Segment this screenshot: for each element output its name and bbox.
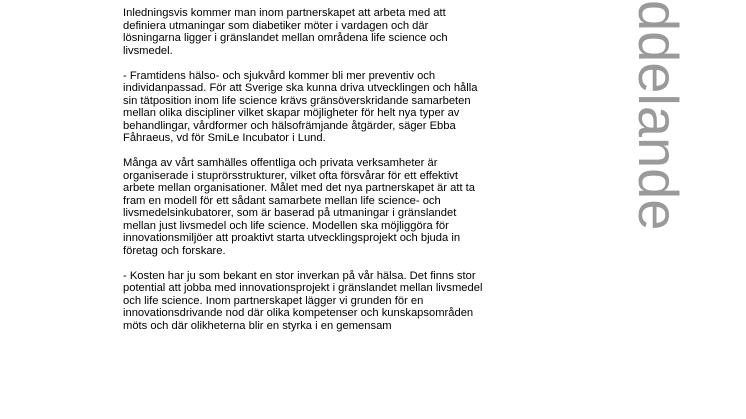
paragraph-2: - Framtidens hälso- och sjukvård kommer bli mer preventiv och individanpassad. För att Sverige ska kunna driva utvecklingen och hålla sin tätposition inom life science krävs gränsöverskridande samarbeten mellan olika discipliner vilket skapar möjligheter för helt nya typer av behandlingar, vårdformer och hälsofrämjande åtgärder, säger Ebba Fåhraeus, vd för SmiLe Incubator i Lund. [123,69,478,144]
body-text [123,7,563,345]
paragraph-3: Många av vårt samhälles offentliga och privata verksamheter är organiserade i stuprörsstrukturer, vilket ofta försvårar för ett effektivt arbete mellan organisationer. Målet med det nya partnerskapet är att ta fram en modell för ett sådant samarbete mellan life science- och livsmedelsinkubatorer, som är baserad på utmaningar i gränslandet mellan just livsmedel och life science. Modellen ska möjliggöra för innovationsmiljöer att proaktivt starta utvecklingsprojekt och bjuda in företag och forskare. [123,157,475,257]
paragraph-1: Inledningsvis kommer man inom partnerskapet att arbeta med att definiera utmaningar som diabetiker möter i vardagen och där lösningarna ligger i gränslandet mellan områdena life science och livsmedel. [123,7,448,57]
side-heading: ddelande [627,0,690,231]
paragraph-4: - Kosten har ju som bekant en stor inverkan på vår hälsa. Det finns stor potential att jobba med innovationsprojekt i gränslandet mellan livsmedel och life science. Inom partnerskapet lägger vi grunden för en innovationsdrivande nod där olika kompetenser och kunskapsområden möts och där olikheterna blir en styrka i en gemensam [123,269,483,332]
